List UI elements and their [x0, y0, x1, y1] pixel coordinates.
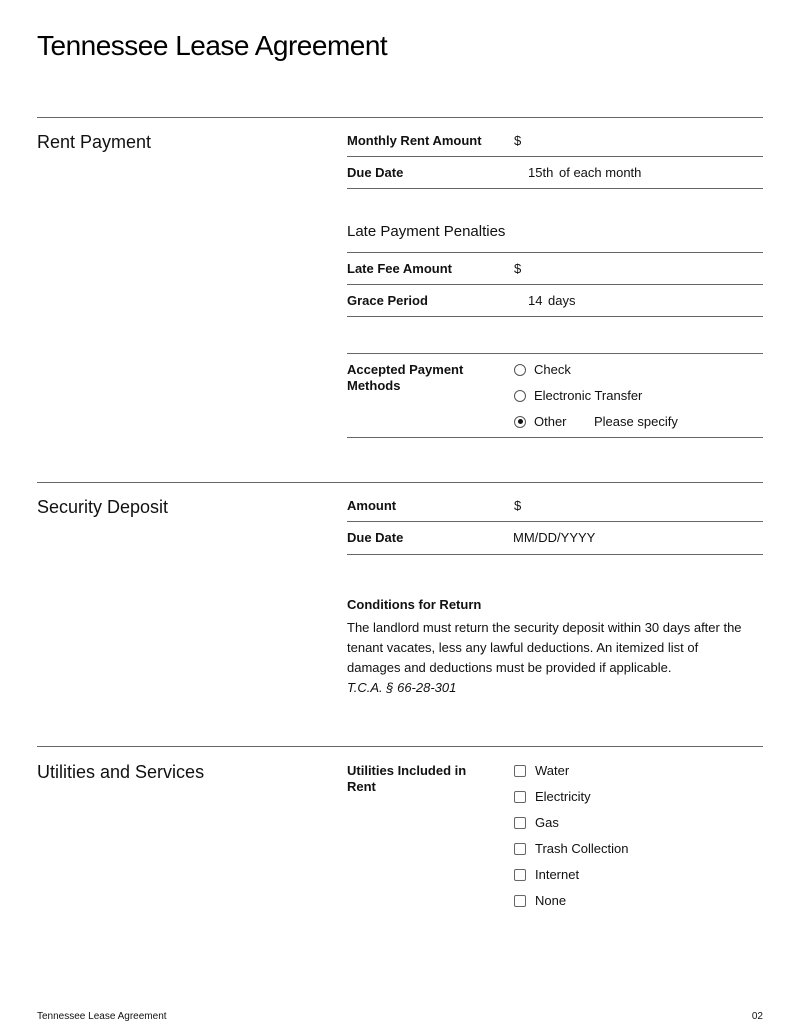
- section-divider: [37, 746, 763, 747]
- rent-due-day-field[interactable]: 15th: [528, 165, 554, 180]
- grace-period-label: Grace Period: [347, 293, 428, 308]
- section-title-utilities: Utilities and Services: [37, 762, 205, 782]
- utility-option-label: Electricity: [535, 789, 591, 804]
- utility-option-label: Gas: [535, 815, 559, 830]
- utility-option-label: None: [535, 893, 567, 908]
- checkbox-unchecked-icon[interactable]: [514, 869, 526, 881]
- field-divider: [347, 284, 763, 285]
- radio-unchecked-icon[interactable]: [514, 390, 526, 402]
- checkbox-unchecked-icon[interactable]: [514, 791, 526, 803]
- utility-option-internet[interactable]: [514, 867, 579, 882]
- late-fee-field[interactable]: $: [514, 261, 522, 276]
- footer-title: Tennessee Lease Agreement: [37, 1011, 167, 1022]
- field-divider: [347, 437, 763, 438]
- grace-period-unit: days: [548, 293, 576, 308]
- payment-option-check[interactable]: [514, 362, 571, 377]
- monthly-rent-field[interactable]: $: [514, 133, 522, 148]
- deposit-due-date-field[interactable]: MM/DD/YYYY: [513, 530, 596, 545]
- section-divider: [37, 482, 763, 483]
- field-divider: [347, 252, 763, 253]
- rent-due-date-suffix: of each month: [559, 165, 642, 180]
- conditions-text: [347, 618, 747, 698]
- utility-option-label: Internet: [535, 867, 580, 882]
- statute-citation: T.C.A. § 66-28-301: [347, 680, 457, 695]
- deposit-amount-field[interactable]: $: [514, 498, 522, 513]
- field-divider: [347, 156, 763, 157]
- payment-option-label: Other: [534, 414, 567, 429]
- utility-option-water[interactable]: [514, 763, 569, 778]
- field-divider: [347, 521, 763, 522]
- conditions-body: The landlord must return the security deposit within 30 days after the tenant vacates, less any lawful deductions. An itemized list of damages and deductions must be provided if applicable.: [347, 620, 742, 675]
- checkbox-unchecked-icon[interactable]: [514, 765, 526, 777]
- conditions-heading: Conditions for Return: [347, 597, 482, 612]
- grace-period-field[interactable]: 14: [528, 293, 543, 308]
- radio-unchecked-icon[interactable]: [514, 364, 526, 376]
- page-number: 02: [751, 1011, 763, 1022]
- late-penalties-heading: Late Payment Penalties: [347, 223, 506, 240]
- late-fee-label: Late Fee Amount: [347, 261, 452, 276]
- other-specify-field[interactable]: Please specify: [594, 414, 678, 429]
- payment-option-label: Check: [534, 362, 571, 377]
- utility-option-label: Water: [535, 763, 570, 778]
- payment-option-other[interactable]: [514, 414, 567, 429]
- utility-option-gas[interactable]: [514, 815, 559, 830]
- deposit-due-date-label: Due Date: [347, 530, 404, 545]
- payment-methods-label: Accepted Payment Methods: [347, 362, 464, 393]
- deposit-amount-label: Amount: [347, 498, 397, 513]
- section-divider: [37, 117, 763, 118]
- checkbox-unchecked-icon[interactable]: [514, 817, 526, 829]
- utilities-included-label: Utilities Included in Rent: [347, 763, 467, 794]
- radio-checked-icon[interactable]: [514, 416, 526, 428]
- payment-option-electronic-transfer[interactable]: [514, 388, 642, 403]
- field-divider: [347, 554, 763, 555]
- field-divider: [347, 188, 763, 189]
- section-title-security-deposit: Security Deposit: [37, 497, 169, 517]
- monthly-rent-label: Monthly Rent Amount: [347, 133, 482, 148]
- rent-due-date-label: Due Date: [347, 165, 404, 180]
- utility-option-label: Trash Collection: [535, 841, 629, 856]
- utility-option-trash-collection[interactable]: [514, 841, 628, 856]
- document-title: Tennessee Lease Agreement: [37, 30, 388, 61]
- section-title-rent-payment: Rent Payment: [37, 132, 152, 152]
- field-divider: [347, 353, 763, 354]
- utility-option-electricity[interactable]: [514, 789, 591, 804]
- payment-option-label: Electronic Transfer: [534, 388, 643, 403]
- utility-option-none[interactable]: [514, 893, 566, 908]
- checkbox-unchecked-icon[interactable]: [514, 895, 526, 907]
- checkbox-unchecked-icon[interactable]: [514, 843, 526, 855]
- field-divider: [347, 316, 763, 317]
